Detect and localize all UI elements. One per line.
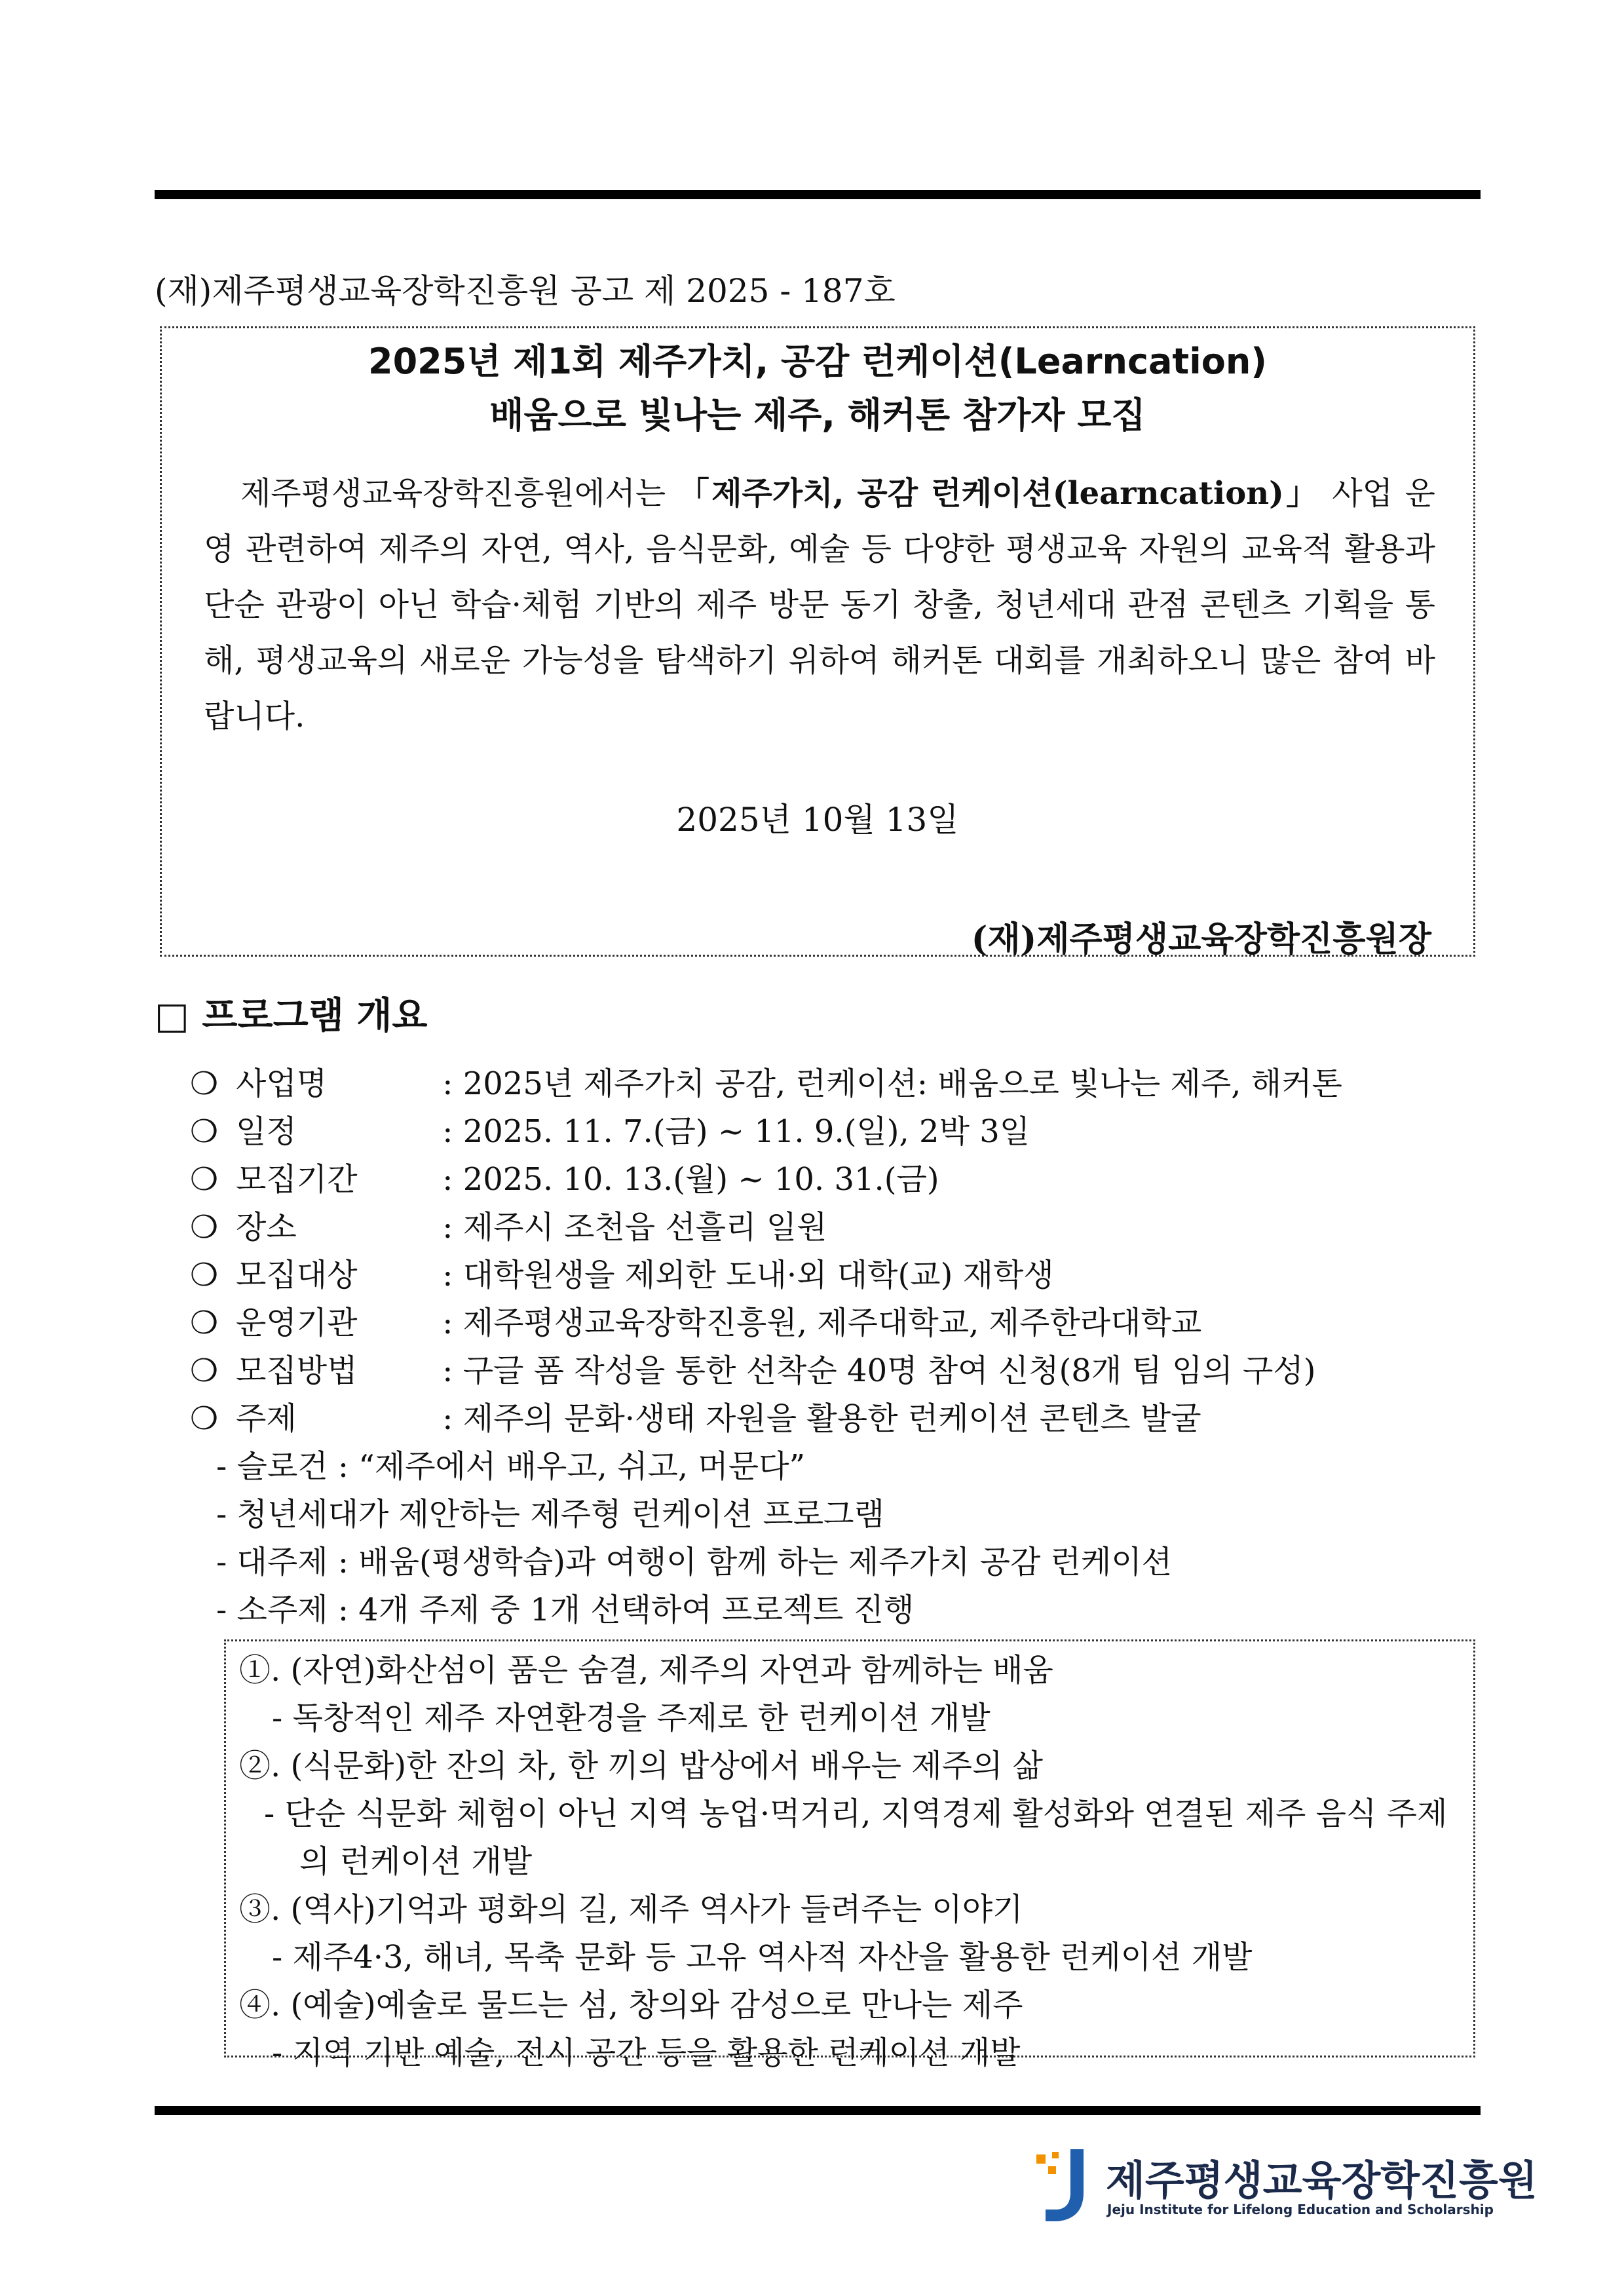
overview-item [190,1252,1342,1299]
notice-body-project: 「제주가치, 공감 런케이션(learncation)」 [677,475,1320,512]
overview-item [190,1347,1342,1395]
overview-item [190,1108,1342,1156]
subtopic-heading: ③. (역사)기억과 평화의 길, 제주 역사가 들려주는 이야기 [239,1891,1023,1928]
logo-name-korean: 제주평생교육장학진흥원 [1106,2156,1538,2204]
institute-logo-icon [1034,2147,1094,2224]
subtopic-description: - 제주4·3, 해녀, 목축 문화 등 고유 역사적 자산을 활용한 런케이션 개발 [272,1939,1253,1976]
logo-name-english: Jeju Institute for Lifelong Education and Scholarship [1107,2202,1494,2217]
theme-details-list [216,1443,1172,1634]
theme-detail-item: - 대주제 : 배움(평생학습)과 여행이 함께 하는 제주가치 공감 런케이션 [216,1544,1173,1580]
notice-title-line1: 2025년 제1회 제주가치, 공감 런케이션(Learncation) [368,341,1267,382]
theme-detail-item: - 슬로건 : “제주에서 배우고, 쉬고, 머문다” [216,1448,806,1485]
circle-bullet-icon: ❍ [190,1113,219,1150]
notice-number: (재)제주평생교육장학진흥원 공고 제 2025 - 187호 [155,272,896,310]
subtopic-description: - 단순 식문화 체험이 아닌 지역 농업·먹거리, 지역경제 활성화와 연결된 제주 음식 주제의 런케이션 개발 [264,1795,1448,1880]
overview-label: 장소 [236,1209,297,1246]
notice-body-rest: 사업 운영 관련하여 제주의 자연, 역사, 음식문화, 예술 등 다양한 평생교육 자원의 교육적 활용과 단순 관광이 아닌 학습·체험 기반의 제주 방문 동기 창출, 청년세대 관점 콘텐츠 기획을 통해, 평생교육의 새로운 가능성을 탐색하기 위하여 해커톤 대회를 개최하오니 많은 참여 바랍니다. [204,475,1435,735]
circle-bullet-icon: ❍ [190,1065,219,1102]
notice-signer: (재)제주평생교육장학진흥원장 [971,919,1431,959]
overview-item [190,1204,1342,1252]
overview-label: 주제 [236,1400,297,1437]
overview-label: 모집방법 [236,1352,358,1389]
circle-bullet-icon: ❍ [190,1209,219,1246]
overview-label: 운영기관 [236,1305,358,1341]
subtopic-heading: ②. (식문화)한 잔의 차, 한 끼의 밥상에서 배우는 제주의 삶 [239,1748,1044,1784]
overview-value: : 제주평생교육장학진흥원, 제주대학교, 제주한라대학교 [442,1305,1202,1341]
overview-value: : 대학원생을 제외한 도내·외 대학(교) 재학생 [442,1257,1054,1293]
overview-value: : 제주시 조천읍 선흘리 일원 [442,1209,827,1246]
notice-title-line2: 배움으로 빛나는 제주, 해커톤 참가자 모집 [489,394,1146,436]
circle-bullet-icon: ❍ [190,1161,219,1198]
overview-label: 모집대상 [236,1257,358,1293]
subtopic-heading: ④. (예술)예술로 물드는 섬, 창의와 감성으로 만나는 제주 [239,1987,1023,2023]
circle-bullet-icon: ❍ [190,1305,219,1341]
overview-value: : 2025. 10. 13.(월) ~ 10. 31.(금) [442,1161,939,1198]
overview-value: : 구글 폼 작성을 통한 선착순 40명 참여 신청(8개 팀 임의 구성) [442,1352,1316,1389]
subtopics-box [224,1639,1475,2071]
overview-value: : 2025년 제주가치 공감, 런케이션: 배움으로 빛나는 제주, 해커톤 [442,1065,1342,1102]
circle-bullet-icon: ❍ [190,1257,219,1293]
subtopic-description: - 지역 기반 예술, 전시 공간 등을 활용한 런케이션 개발 [272,2035,1021,2071]
section-title: □ 프로그램 개요 [155,995,428,1037]
overview-label: 사업명 [236,1065,328,1102]
overview-label: 일정 [236,1113,297,1150]
top-rule [155,190,1481,199]
subtopics-list [239,1647,1464,2077]
overview-item [190,1156,1342,1204]
notice-body-prefix: 제주평생교육장학진흥원에서는 [240,475,678,512]
circle-bullet-icon: ❍ [190,1352,219,1389]
overview-label: 모집기간 [236,1161,358,1198]
theme-detail-item: - 소주제 : 4개 주제 중 1개 선택하여 프로젝트 진행 [216,1592,915,1628]
overview-item [190,1060,1342,1108]
notice-date: 2025년 10월 13일 [676,801,959,839]
notice-box [160,326,1475,957]
overview-item [190,1395,1342,1443]
overview-list [190,1060,1342,1443]
subtopic-heading: ①. (자연)화산섬이 품은 숨결, 제주의 자연과 함께하는 배움 [239,1652,1053,1689]
bottom-rule [155,2106,1481,2115]
theme-detail-item: - 청년세대가 제안하는 제주형 런케이션 프로그램 [216,1496,884,1533]
circle-bullet-icon: ❍ [190,1400,219,1437]
overview-value: : 제주의 문화·생태 자원을 활용한 런케이션 콘텐츠 발굴 [442,1400,1201,1437]
overview-item [190,1299,1342,1347]
overview-value: : 2025. 11. 7.(금) ~ 11. 9.(일), 2박 3일 [442,1113,1030,1150]
subtopic-description: - 독창적인 제주 자연환경을 주제로 한 런케이션 개발 [272,1700,991,1736]
notice-body [204,466,1435,744]
institute-logo [1034,2147,1538,2224]
